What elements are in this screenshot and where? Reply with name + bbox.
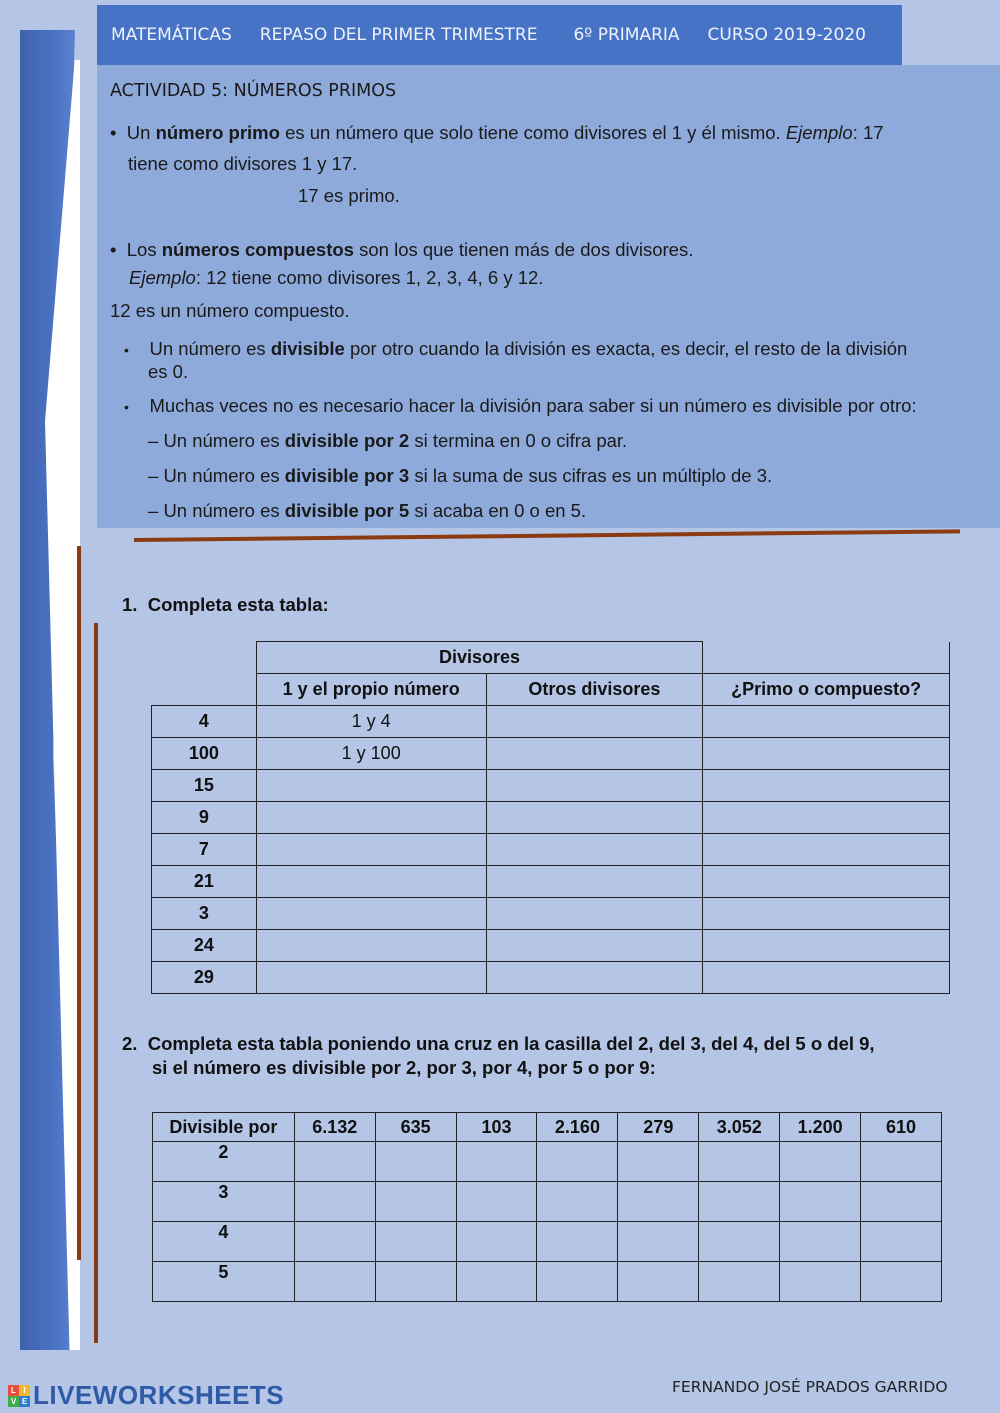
left-brown-line-2 bbox=[94, 623, 98, 1343]
other-divisors-input[interactable] bbox=[486, 866, 703, 898]
check-cell[interactable] bbox=[699, 1222, 780, 1262]
column-header: 610 bbox=[861, 1113, 942, 1142]
check-cell[interactable] bbox=[699, 1142, 780, 1182]
prime-or-composite-input[interactable] bbox=[703, 770, 950, 802]
row-number: 7 bbox=[152, 834, 257, 866]
prime-or-composite-input[interactable] bbox=[703, 866, 950, 898]
trivial-divisors-input[interactable] bbox=[256, 802, 486, 834]
check-cell[interactable] bbox=[618, 1182, 699, 1222]
exercise-number: 1. bbox=[122, 594, 138, 615]
column-header: 6.132 bbox=[294, 1113, 375, 1142]
divisors-table bbox=[151, 641, 950, 994]
example-label: Ejemplo bbox=[785, 122, 853, 143]
table-row bbox=[153, 1222, 942, 1262]
check-cell[interactable] bbox=[456, 1182, 537, 1222]
logo-letter: L bbox=[8, 1385, 19, 1396]
text: si termina en 0 o cifra par. bbox=[409, 430, 628, 451]
table-row bbox=[152, 866, 950, 898]
separator-line bbox=[134, 529, 960, 542]
text: Un número es bbox=[163, 430, 285, 451]
example-label: Ejemplo bbox=[129, 267, 196, 288]
logo-letter: V bbox=[8, 1396, 19, 1407]
divisor-label: 5 bbox=[153, 1262, 295, 1302]
check-cell[interactable] bbox=[780, 1142, 861, 1182]
compuesto-example bbox=[129, 267, 543, 290]
table-row bbox=[152, 706, 950, 738]
divisores-group-header: Divisores bbox=[256, 642, 702, 674]
other-divisors-input[interactable] bbox=[486, 706, 703, 738]
liveworksheets-logo[interactable] bbox=[8, 1380, 284, 1411]
corner-header: Divisible por bbox=[153, 1113, 295, 1142]
table-row bbox=[152, 898, 950, 930]
text: Muchas veces no es necesario hacer la división para saber si un número es divisible por otro: bbox=[149, 395, 917, 416]
table-row bbox=[152, 930, 950, 962]
check-cell[interactable] bbox=[456, 1222, 537, 1262]
column-header: 2.160 bbox=[537, 1113, 618, 1142]
check-cell[interactable] bbox=[375, 1262, 456, 1302]
column-header: 103 bbox=[456, 1113, 537, 1142]
column-header: 279 bbox=[618, 1113, 699, 1142]
table-row bbox=[153, 1142, 942, 1182]
left-brown-line bbox=[77, 546, 81, 1260]
exercise-title-line2: si el número es divisible por 2, por 3, por 4, por 5 o por 9: bbox=[152, 1057, 656, 1079]
activity-title: ACTIVIDAD 5: NÚMEROS PRIMOS bbox=[110, 81, 397, 101]
check-cell[interactable] bbox=[861, 1182, 942, 1222]
check-cell[interactable] bbox=[294, 1182, 375, 1222]
bullet: • bbox=[110, 239, 117, 260]
check-cell[interactable] bbox=[294, 1262, 375, 1302]
rules-intro bbox=[124, 395, 994, 418]
logo-letter: I bbox=[19, 1385, 30, 1396]
divisibility-table bbox=[152, 1112, 942, 1302]
trivial-divisors-input[interactable] bbox=[256, 898, 486, 930]
prime-or-composite-input[interactable] bbox=[703, 834, 950, 866]
row-number: 3 bbox=[152, 898, 257, 930]
exercise1-title bbox=[122, 593, 329, 617]
text: Un número es bbox=[163, 465, 285, 486]
primo-definition bbox=[110, 122, 990, 145]
exercise2-title bbox=[122, 1032, 972, 1080]
compuesto-definition bbox=[110, 239, 693, 262]
rule-bold: divisible por 2 bbox=[284, 430, 410, 451]
check-cell[interactable] bbox=[699, 1182, 780, 1222]
liveworksheets-text: LIVEWORKSHEETS bbox=[33, 1380, 285, 1410]
table-row bbox=[152, 962, 950, 994]
dash: – bbox=[148, 465, 159, 486]
dash: – bbox=[148, 430, 159, 451]
check-cell[interactable] bbox=[294, 1222, 375, 1262]
table-row bbox=[153, 1182, 942, 1222]
header-year: CURSO 2019-2020 bbox=[707, 25, 866, 45]
term-primo: número primo bbox=[155, 122, 280, 143]
header-subject: MATEMÁTICAS bbox=[111, 25, 232, 45]
primo-line3: 17 es primo. bbox=[298, 185, 400, 206]
trivial-divisors: 1 y 100 bbox=[256, 738, 486, 770]
trivial-divisors-input[interactable] bbox=[256, 930, 486, 962]
other-divisors-input[interactable] bbox=[486, 834, 703, 866]
primo-line2: tiene como divisores 1 y 17. bbox=[128, 153, 358, 174]
row-number: 24 bbox=[152, 930, 257, 962]
check-cell[interactable] bbox=[537, 1262, 618, 1302]
text: por otro cuando la división es exacta, es decir, el resto de la división bbox=[344, 338, 908, 359]
check-cell[interactable] bbox=[537, 1222, 618, 1262]
col-type-header: ¿Primo o compuesto? bbox=[703, 674, 950, 706]
check-cell[interactable] bbox=[618, 1262, 699, 1302]
text: si la suma de sus cifras es un múltiplo de 3. bbox=[409, 465, 773, 486]
check-cell[interactable] bbox=[456, 1142, 537, 1182]
empty-cell bbox=[152, 642, 257, 674]
row-number: 21 bbox=[152, 866, 257, 898]
text: Un bbox=[126, 122, 156, 143]
check-cell[interactable] bbox=[780, 1182, 861, 1222]
rule-bold: divisible por 3 bbox=[284, 465, 410, 486]
text: son los que tienen más de dos divisores. bbox=[353, 239, 694, 260]
prime-or-composite-input[interactable] bbox=[703, 898, 950, 930]
table-row bbox=[152, 770, 950, 802]
other-divisors-input[interactable] bbox=[486, 930, 703, 962]
row-number: 29 bbox=[152, 962, 257, 994]
check-cell[interactable] bbox=[375, 1182, 456, 1222]
text: Los bbox=[126, 239, 162, 260]
check-cell[interactable] bbox=[294, 1142, 375, 1182]
col-other-header: Otros divisores bbox=[486, 674, 703, 706]
row-number: 4 bbox=[152, 706, 257, 738]
check-cell[interactable] bbox=[699, 1262, 780, 1302]
other-divisors-input[interactable] bbox=[486, 770, 703, 802]
text: : 17 bbox=[852, 122, 884, 143]
prime-or-composite-input[interactable] bbox=[703, 930, 950, 962]
rule-5 bbox=[148, 500, 586, 523]
prime-or-composite-input[interactable] bbox=[703, 706, 950, 738]
divisible-line2: es 0. bbox=[148, 361, 189, 382]
divisor-label: 2 bbox=[153, 1142, 295, 1182]
bullet: • bbox=[124, 342, 129, 358]
check-cell[interactable] bbox=[861, 1222, 942, 1262]
text: es un número que solo tiene como divisores el 1 y él mismo. bbox=[279, 122, 786, 143]
column-header: 1.200 bbox=[780, 1113, 861, 1142]
compuesto-line3: 12 es un número compuesto. bbox=[110, 300, 350, 321]
table-row bbox=[152, 738, 950, 770]
divisor-label: 3 bbox=[153, 1182, 295, 1222]
trivial-divisors: 1 y 4 bbox=[256, 706, 486, 738]
bullet: • bbox=[124, 399, 129, 415]
header-grade: 6º PRIMARIA bbox=[573, 25, 680, 45]
column-header: 3.052 bbox=[699, 1113, 780, 1142]
check-cell[interactable] bbox=[375, 1142, 456, 1182]
empty-cell bbox=[703, 642, 950, 674]
check-cell[interactable] bbox=[456, 1262, 537, 1302]
divisor-label: 4 bbox=[153, 1222, 295, 1262]
other-divisors-input[interactable] bbox=[486, 898, 703, 930]
trivial-divisors-input[interactable] bbox=[256, 962, 486, 994]
prime-or-composite-input[interactable] bbox=[703, 802, 950, 834]
other-divisors-input[interactable] bbox=[486, 738, 703, 770]
exercise-title-line1: Completa esta tabla poniendo una cruz en la casilla del 2, del 3, del 4, del 5 o del 9, bbox=[147, 1033, 875, 1054]
check-cell[interactable] bbox=[375, 1222, 456, 1262]
row-number: 100 bbox=[152, 738, 257, 770]
table-row bbox=[152, 802, 950, 834]
check-cell[interactable] bbox=[780, 1262, 861, 1302]
row-number: 9 bbox=[152, 802, 257, 834]
row-number: 15 bbox=[152, 770, 257, 802]
exercise-number: 2. bbox=[122, 1033, 138, 1054]
trivial-divisors-input[interactable] bbox=[256, 770, 486, 802]
bullet: • bbox=[110, 122, 117, 143]
header-topic: REPASO DEL PRIMER TRIMESTRE bbox=[259, 25, 538, 45]
check-cell[interactable] bbox=[537, 1142, 618, 1182]
table-row bbox=[152, 834, 950, 866]
exercise-title-text: Completa esta tabla: bbox=[147, 594, 329, 615]
prime-or-composite-input[interactable] bbox=[703, 962, 950, 994]
text: si acaba en 0 o en 5. bbox=[409, 500, 587, 521]
dash: – bbox=[148, 500, 159, 521]
trivial-divisors-input[interactable] bbox=[256, 866, 486, 898]
prime-or-composite-input[interactable] bbox=[703, 738, 950, 770]
term-compuesto: números compuestos bbox=[161, 239, 354, 260]
check-cell[interactable] bbox=[618, 1222, 699, 1262]
col-trivial-header: 1 y el propio número bbox=[256, 674, 486, 706]
liveworksheets-icon bbox=[8, 1385, 30, 1407]
text: Un número es bbox=[163, 500, 285, 521]
author-name: FERNANDO JOSÉ PRADOS GARRIDO bbox=[672, 1378, 948, 1396]
check-cell[interactable] bbox=[618, 1142, 699, 1182]
table-row bbox=[153, 1262, 942, 1302]
text: Un número es bbox=[149, 338, 271, 359]
other-divisors-input[interactable] bbox=[486, 802, 703, 834]
rule-3 bbox=[148, 465, 772, 488]
divisible-definition bbox=[124, 338, 994, 361]
column-header: 635 bbox=[375, 1113, 456, 1142]
trivial-divisors-input[interactable] bbox=[256, 834, 486, 866]
empty-cell bbox=[152, 674, 257, 706]
check-cell[interactable] bbox=[861, 1142, 942, 1182]
check-cell[interactable] bbox=[537, 1182, 618, 1222]
other-divisors-input[interactable] bbox=[486, 962, 703, 994]
text: : 12 tiene como divisores 1, 2, 3, 4, 6 y 12. bbox=[195, 267, 544, 288]
rule-2 bbox=[148, 430, 627, 453]
term-divisible: divisible bbox=[270, 338, 345, 359]
check-cell[interactable] bbox=[861, 1262, 942, 1302]
check-cell[interactable] bbox=[780, 1222, 861, 1262]
worksheet-header bbox=[97, 5, 902, 65]
logo-letter: E bbox=[19, 1396, 30, 1407]
rule-bold: divisible por 5 bbox=[284, 500, 410, 521]
